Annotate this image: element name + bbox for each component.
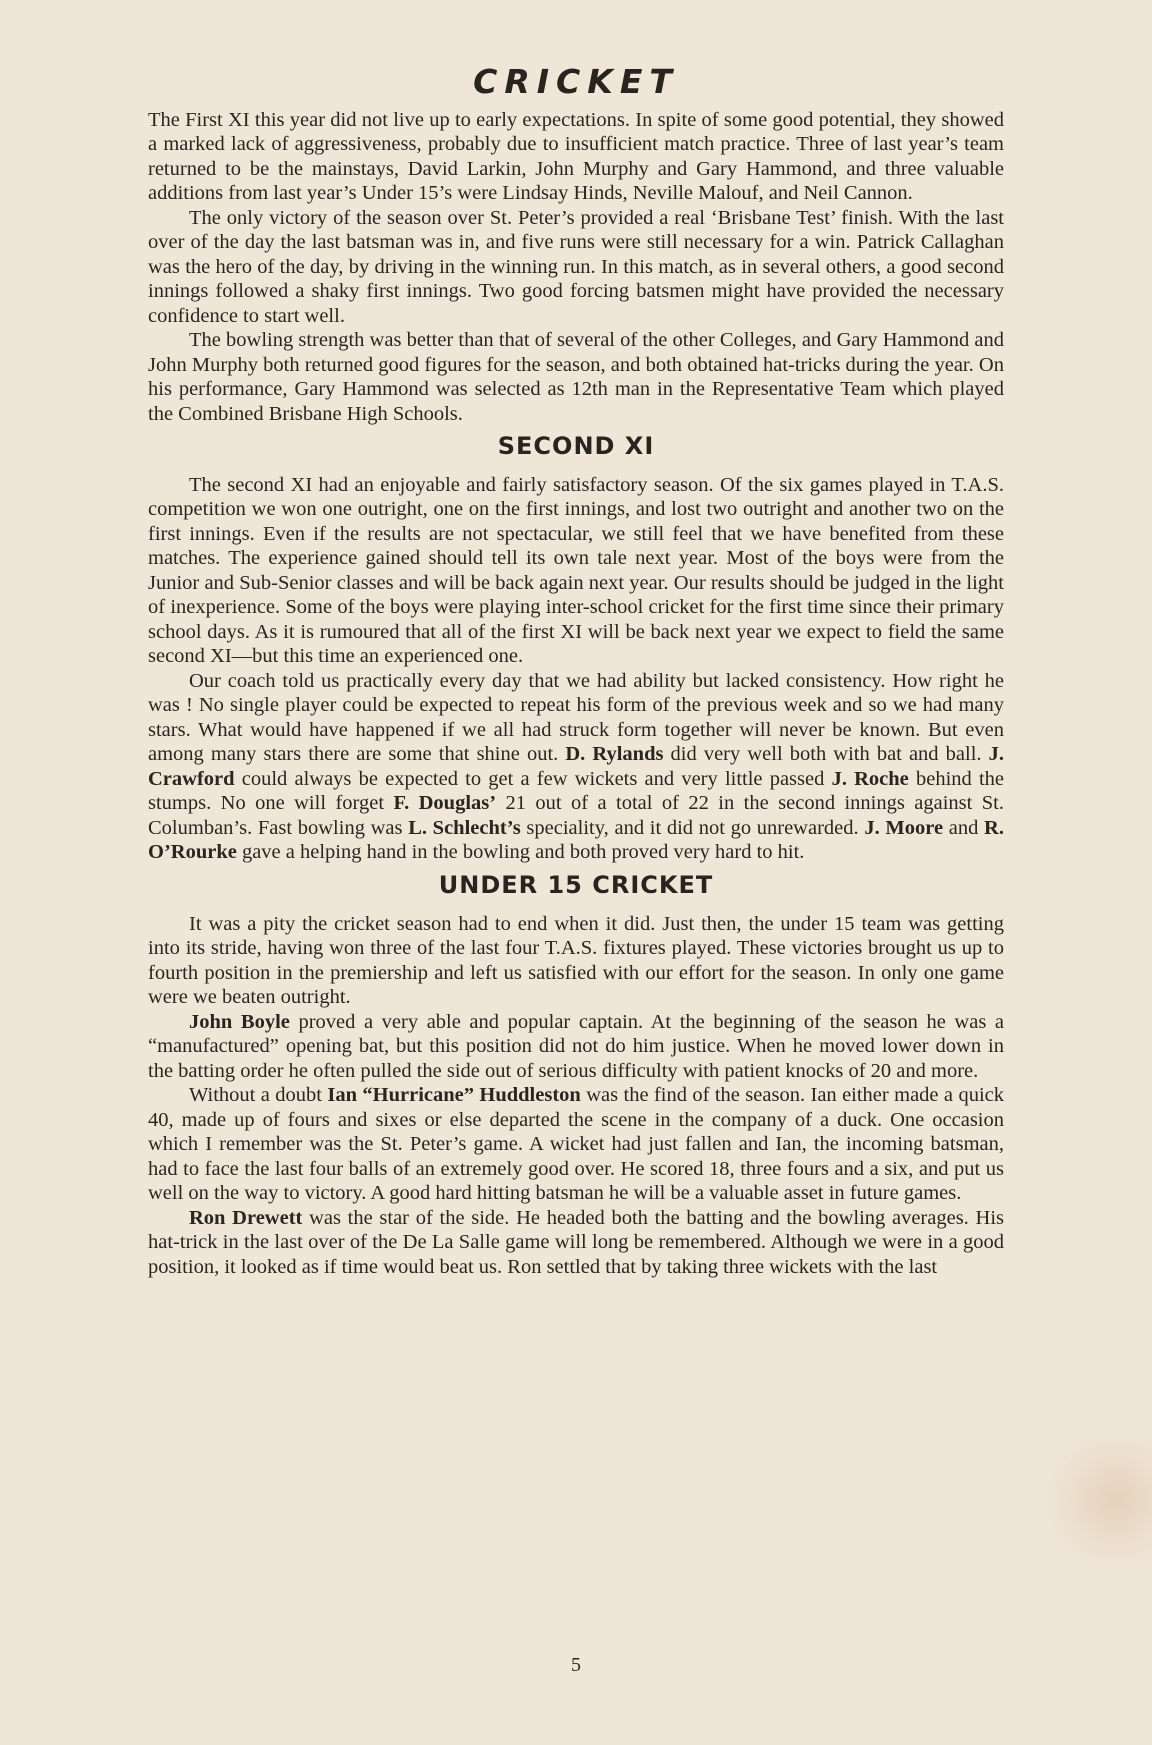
- player-name: R. O’Rourke: [148, 816, 1004, 864]
- player-name: J. Moore: [864, 816, 944, 839]
- first-xi-paragraph-3: The bowling strength was better than that of several of the other Colleges, and Gary Hammond and John Murphy both returned good figures for the season, and both obtained hat-tricks during the year. On his performance, Gary Hammond was selected as 12th man in the Representative Team which played the Combined Brisbane High Schools.: [148, 329, 1004, 425]
- under15-heading: UNDER 15 CRICKET: [438, 870, 714, 899]
- text: was the find of the season. Ian either made a quick 40, made up of fours and sixes or else departed the scene in the company of a duck. One occasion which I remember was the St. Peter’s game. A wicket had just fallen and Ian, the incoming batsman, had to face the last four balls of an extremely good over. He scored 18, three fours and a six, and put us well on the way to victory. A good hard hitting batsman he will be a valuable asset in future games.: [148, 1084, 1004, 1205]
- under15-paragraph-2: [148, 1010, 1004, 1084]
- player-name: J. Roche: [831, 767, 909, 790]
- text: speciality, and it did not go unrewarded.: [520, 816, 865, 839]
- player-name: John Boyle: [189, 1010, 290, 1033]
- text: could always be expected to get a few wickets and very little passed: [234, 767, 832, 790]
- page-number: 5: [571, 1654, 581, 1676]
- under15-paragraph-3: [148, 1083, 1004, 1206]
- page-title: CRICKET: [473, 62, 679, 101]
- text: Without a doubt: [189, 1084, 328, 1107]
- player-name: Ron Drewett: [189, 1206, 303, 1229]
- second-xi-heading: SECOND XI: [497, 432, 655, 461]
- text: was the star of the side. He headed both the batting and the bowling averages. His hat-trick in the last over of the De La Salle game will long be remembered. Although we were in a good position, it looked as if time would beat us. Ron settled that by taking three wickets with the last: [148, 1206, 1004, 1278]
- text: and: [943, 816, 985, 839]
- player-name: D. Rylands: [565, 743, 664, 766]
- player-name: F. Douglas’: [393, 792, 497, 815]
- text: proved a very able and popular captain. At the beginning of the season he was a “manufactured” opening bat, but this position did not do him justice. When he moved lower down in the batting order he often pulled the side out of serious difficulty with patient knocks of 20 and more.: [148, 1010, 1004, 1082]
- text: did very well both with bat and ball.: [663, 743, 989, 766]
- second-xi-paragraph-2: [148, 669, 1004, 865]
- second-xi-paragraph-1: The second XI had an enjoyable and fairly satisfactory season. Of the six games played in T.A.S. competition we won one outright, one on the first innings, and lost two outright and another two on the first innings. Even if the results are not spectacular, we still feel that we have benefited from these matches. The experience gained should tell its own tale next year. Most of the boys were from the Junior and Sub-Senior classes and will be back again next year. Our results should be judged in the light of inexperience. Some of the boys were playing inter-school cricket for the first time since their primary school days. As it is rumoured that all of the first XI will be back next year we expect to field the same second XI—but this time an experienced one.: [148, 473, 1004, 668]
- under15-paragraph-1: It was a pity the cricket season had to end when it did. Just then, the under 15 team was getting into its stride, having won three of the last four T.A.S. fixtures played. These victories brought us up to fourth position in the premiership and left us satisfied with our effort for the season. In only one game were we beaten outright.: [148, 912, 1004, 1009]
- first-xi-paragraph-1: The First XI this year did not live up to early expectations. In spite of some good potential, they showed a marked lack of aggressiveness, probably due to insufficient match practice. Three of last year’s team returned to be the mainstays, David Larkin, John Murphy and Gary Hammond, and three valuable additions from last year’s Under 15’s were Lindsay Hinds, Neville Malouf, and Neil Cannon.: [148, 108, 1004, 205]
- player-name: Ian “Hurricane” Huddleston: [327, 1084, 581, 1107]
- text: gave a helping hand in the bowling and both proved very hard to hit.: [236, 841, 805, 864]
- player-name: J. Crawford: [148, 743, 1004, 790]
- paper-stain: [1032, 1440, 1152, 1560]
- player-name: L. Schlecht’s: [408, 816, 521, 839]
- under15-paragraph-4: [148, 1206, 1004, 1280]
- first-xi-paragraph-2: The only victory of the season over St. Peter’s provided a real ‘Brisbane Test’ finish. With the last over of the day the last batsman was in, and five runs were still necessary for a win. Patrick Callaghan was the hero of the day, by driving in the winning run. In this match, as in several others, a good second innings followed a shaky first innings. Two good forcing batsmen might have provided the necessary confidence to start well.: [148, 206, 1004, 327]
- text: Our coach told us practically every day that we had ability but lacked consistency. How right he was ! No single player could be expected to repeat his form of the previous week and so we had many stars. What would have happened if we all had struck form together will never be known. But even among many stars there are some that shine out.: [148, 669, 1004, 766]
- text: behind the stumps. No one will forget: [148, 767, 1004, 815]
- text: 21 out of a total of 22 in the second innings against St. Columban’s. Fast bowling was: [148, 792, 1004, 839]
- article: [148, 62, 1004, 1279]
